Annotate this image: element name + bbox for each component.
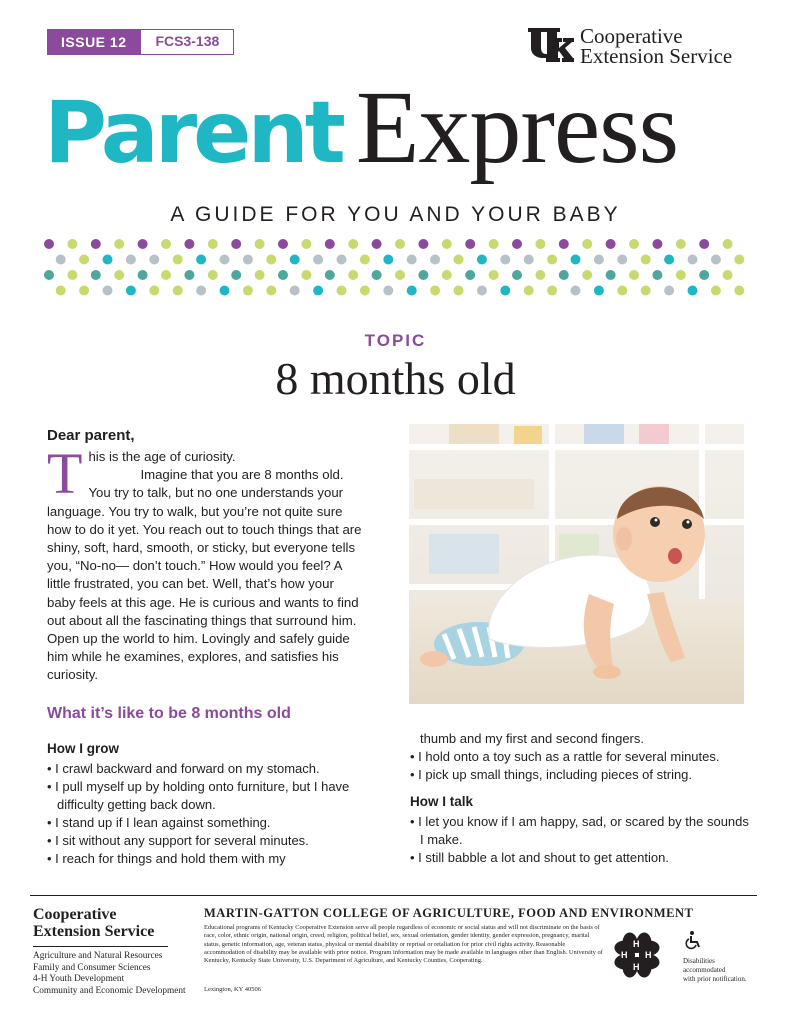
decorative-dot [500,255,510,265]
how-i-grow-heading: How I grow [47,741,119,756]
list-item: • I let you know if I am happy, sad, or scared by the sounds I make. [410,813,750,849]
decorative-dot [699,239,709,249]
list-item: • I pull myself up by holding onto furniture, but I have difficulty getting back down. [47,778,367,814]
cooperative-extension-logo [526,26,732,66]
four-h-clover-icon [609,927,665,983]
accessibility-line1: Disabilities [683,957,715,965]
svg-text:H: H [621,950,628,960]
decorative-dot [652,270,662,280]
org-name-line1: Cooperative [580,24,683,48]
decorative-dot [594,255,604,265]
decorative-dot [571,255,581,265]
decorative-dot [103,255,113,265]
decorative-dot [126,255,136,265]
decorative-dot [711,286,721,296]
decorative-dot [442,239,452,249]
decorative-dot [56,255,66,265]
decorative-dot [559,239,569,249]
topic-label: TOPIC [364,331,427,350]
decorative-dot [606,239,616,249]
list-item: • I sit without any support for several minutes. [47,832,367,850]
decorative-dot [44,270,54,280]
issue-tags [47,29,234,55]
title-parent: Parent [44,83,342,183]
list-item: • I hold onto a toy such as a rattle for several minutes. [410,748,750,766]
decorative-dot [360,286,370,296]
decorative-dot [325,270,335,280]
decorative-dot [395,270,405,280]
decorative-dot [512,270,522,280]
decorative-dot [723,239,733,249]
decorative-dot [208,239,218,249]
decorative-dot [465,239,475,249]
decorative-dot [301,239,311,249]
decorative-dot [582,270,592,280]
decorative-dot [149,286,159,296]
decorative-dot [688,255,698,265]
footer-ces-divider [33,946,168,947]
decorative-dot [266,255,276,265]
decorative-dot [383,286,393,296]
decorative-dot [348,270,358,280]
intro-paragraph: Imagine that you are 8 months old. You try to talk, but no one understands your language. You try to walk, but you’re not quite sure how to do it yet. You reach out to touch things that are shiny, soft, hard, smooth, or sticky, but everyone tells you, “No-no— don’t touch.” How would you feel? A little frustrated, you can bet. Well, that’s how your baby feels at this age. He is curious and wants to find out about all the fascinating things that surround him. Open up the world to him. Lovingly and safely guide him while he examines, explores, and satisfies his curiosity. [47,467,362,683]
decorative-dot [114,239,124,249]
drop-cap: T [47,441,83,506]
decorative-dot [184,270,194,280]
decorative-dot [360,255,370,265]
decorative-dot [231,239,241,249]
decorative-dot [56,286,66,296]
decorative-dot [500,286,510,296]
list-item: • I pick up small things, including pieces of string. [410,766,750,784]
decorative-dot [524,286,534,296]
decorative-dot [535,239,545,249]
decorative-dot [301,270,311,280]
list-item-continued: thumb and my first and second fingers. [420,731,645,746]
decorative-dot [629,239,639,249]
baby-crawling-photo [409,424,744,704]
masthead-title [44,68,678,187]
decorative-dot [161,239,171,249]
decorative-dot [711,255,721,265]
decorative-dot [278,270,288,280]
decorative-dot [208,270,218,280]
decorative-dot [454,286,464,296]
publication-code: FCS3-138 [140,29,234,55]
decorative-dot [688,286,698,296]
greeting: Dear parent, [47,427,135,444]
decorative-dot [67,239,77,249]
decorative-dot [44,239,54,249]
svg-text:H: H [633,962,640,972]
decorative-dot [138,270,148,280]
footer-ces-name-line2: Extension Service [33,923,155,940]
decorative-dot [255,239,265,249]
decorative-dot [126,286,136,296]
decorative-dot [149,255,159,265]
footer-legal-text: Educational programs of Kentucky Cooperative Extension serve all people regardless of economic or social status and will not discriminate on the basis of race, color, ethnic origin, national origin, creed, religion, political belief, sex, sexual orientation, gender identity, gender expression, pregnancy, marital status, genetic information, age, veteran status, physical or mental disability or reprisal or retaliation for prior civil rights activity. Reasonable accommodation of disability may be available with prior notice. Program information may be made available in languages other than English. University of Kentucky, Kentucky State University, U.S. Department of Agriculture, and Kentucky Counties, Cooperating. [204,924,603,965]
list-item: • I stand up if I lean against something. [47,814,367,832]
decorative-dot [407,255,417,265]
decorative-dot [383,255,393,265]
decorative-dot [418,270,428,280]
footer-unit: Agriculture and Natural Resources [33,951,163,961]
decorative-dot [606,270,616,280]
decorative-dot [489,239,499,249]
footer-units [33,951,193,997]
decorative-dot [372,270,382,280]
decorative-dot [348,239,358,249]
decorative-dot [91,270,101,280]
accessibility-line3: with prior notification. [683,975,747,983]
decorative-dot [582,239,592,249]
decorative-dot [231,270,241,280]
decorative-dot [652,239,662,249]
how-i-talk-heading: How I talk [410,794,474,809]
accessibility-line2: accommodated [683,966,726,974]
decorative-dot [220,255,230,265]
list-item: • I still babble a lot and shout to get attention. [410,849,750,867]
footer-divider [30,895,757,896]
decorative-dot [173,255,183,265]
decorative-dot [278,239,288,249]
decorative-dot [547,255,557,265]
decorative-dot [699,270,709,280]
footer-ces-name-line1: Cooperative [33,906,117,923]
decorative-dot [535,270,545,280]
issue-number: ISSUE 12 [47,29,140,55]
decorative-dot [313,255,323,265]
footer-unit: Community and Economic Development [33,985,186,996]
talk-list [410,813,750,867]
uk-logo-icon [526,26,574,66]
decorative-dot [418,239,428,249]
decorative-dot [196,286,206,296]
footer-unit: Family and Consumer Sciences [33,962,151,973]
decorative-dot [325,239,335,249]
decorative-dot [664,255,674,265]
decorative-dot [465,270,475,280]
decorative-dot [114,270,124,280]
decorative-dot [91,239,101,249]
wheelchair-icon [683,930,703,950]
decorative-dot [337,255,347,265]
decorative-dot [243,255,253,265]
decorative-dot [641,255,651,265]
accessibility-text [683,957,763,984]
grow-list-continued [410,748,750,784]
svg-text:H: H [645,950,652,960]
footer-address: Lexington, KY 40506 [204,986,261,993]
decorative-dot [477,286,487,296]
decorative-dot [395,239,405,249]
masthead-subtitle: A GUIDE FOR YOU AND YOUR BABY [170,203,621,226]
intro-text [47,441,365,685]
decorative-dot [524,255,534,265]
decorative-dot [290,255,300,265]
decorative-dot [430,255,440,265]
topic-title: 8 months old [275,353,516,404]
decorative-dot [266,286,276,296]
decorative-dot [173,286,183,296]
decorative-dot [617,255,627,265]
section-heading: What it’s like to be 8 months old [47,705,291,722]
decorative-dot [337,286,347,296]
list-item: • I reach for things and hold them with my [47,850,367,868]
decorative-dot [676,270,686,280]
decorative-dot [220,286,230,296]
decorative-dot [489,270,499,280]
decorative-dot [641,286,651,296]
decorative-dot [559,270,569,280]
decorative-dot [512,239,522,249]
accessibility-notice [683,930,763,984]
decorative-dot [138,239,148,249]
decorative-dot [243,286,253,296]
title-express: Express [355,70,679,185]
decorative-dot [79,286,89,296]
decorative-dot [629,270,639,280]
decorative-dot-pattern [44,238,750,298]
decorative-dot [594,286,604,296]
decorative-dot [184,239,194,249]
footer-extension-service [33,906,193,997]
decorative-dot [290,286,300,296]
decorative-dot [196,255,206,265]
decorative-dot [571,286,581,296]
decorative-dot [442,270,452,280]
decorative-dot [676,239,686,249]
decorative-dot [617,286,627,296]
grow-list [47,760,367,868]
decorative-dot [734,255,744,265]
decorative-dot [67,270,77,280]
decorative-dot [723,270,733,280]
decorative-dot [313,286,323,296]
decorative-dot [103,286,113,296]
decorative-dot [734,286,744,296]
decorative-dot [407,286,417,296]
decorative-dot [255,270,265,280]
decorative-dot [477,255,487,265]
footer-college-name: MARTIN-GATTON COLLEGE OF AGRICULTURE, FOOD AND ENVIRONMENT [204,906,694,920]
decorative-dot [547,286,557,296]
svg-text:H: H [633,939,640,949]
list-item: • I crawl backward and forward on my stomach. [47,760,367,778]
growth-column-right [410,730,750,867]
growth-column-left [47,740,367,868]
decorative-dot [79,255,89,265]
intro-first-line: his is the age of curiosity. [88,449,236,464]
org-name-line2: Extension Service [580,44,733,68]
decorative-dot [430,286,440,296]
decorative-dot [664,286,674,296]
decorative-dot [161,270,171,280]
decorative-dot [372,239,382,249]
decorative-dot [454,255,464,265]
org-name [580,26,732,66]
footer-unit: 4-H Youth Development [33,974,125,984]
